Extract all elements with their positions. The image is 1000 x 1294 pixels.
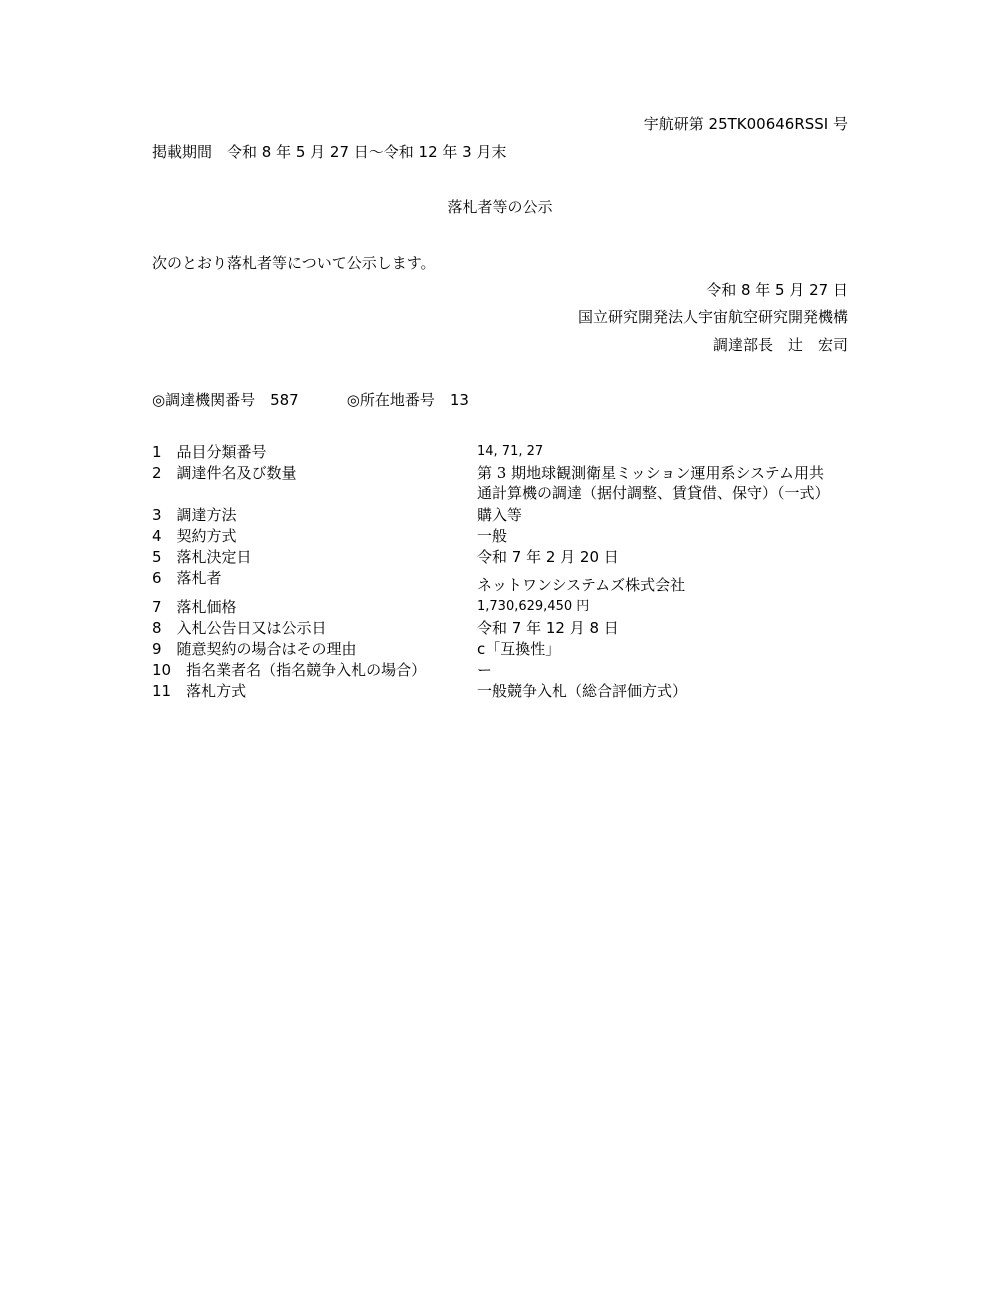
list-item <box>152 547 852 568</box>
item-value: 令和 7 年 12 月 8 日 <box>477 619 619 637</box>
item-value: 購入等 <box>477 506 523 524</box>
item-value: ネットワンシステムズ株式会社 <box>477 576 686 594</box>
item-value: ー <box>477 661 493 679</box>
document-number: 宇航研第 25TK00646RSSI 号 <box>643 115 848 133</box>
item-value: c「互換性」 <box>477 640 561 658</box>
page-title: 落札者等の公示 <box>447 198 553 216</box>
posting-period: 掲載期間 令和 8 年 5 月 27 日～令和 12 年 3 月末 <box>152 143 507 161</box>
item-label: 5 落札決定日 <box>152 548 252 566</box>
item-label: 11 落札方式 <box>152 682 247 700</box>
item-label: 9 随意契約の場合はその理由 <box>152 640 357 658</box>
list-item <box>152 660 852 681</box>
list-item <box>152 618 852 639</box>
item-value: 第 3 期地球観測衛星ミッション運用系システム用共 <box>477 464 824 482</box>
item-value: 14, 71, 27 <box>477 444 544 459</box>
codes-line <box>152 390 469 410</box>
item-label: 3 調達方法 <box>152 506 237 524</box>
agency-code: ◎調達機関番号 587 <box>152 391 299 409</box>
item-label: 1 品目分類番号 <box>152 443 267 461</box>
item-label: 7 落札価格 <box>152 598 237 616</box>
list-item <box>152 463 852 505</box>
item-label: 8 入札公告日又は公示日 <box>152 619 327 637</box>
location-code: ◎所在地番号 13 <box>346 391 469 409</box>
list-item <box>152 442 852 463</box>
list-item <box>152 681 852 702</box>
items-list <box>152 442 852 702</box>
item-value: 1,730,629,450 円 <box>477 599 590 614</box>
list-item <box>152 597 852 618</box>
intro-text: 次のとおり落札者等について公示します。 <box>152 254 436 272</box>
item-value: 令和 7 年 2 月 20 日 <box>477 548 619 566</box>
item-value: 一般競争入札（総合評価方式） <box>477 682 688 700</box>
list-item <box>152 526 852 547</box>
item-label: 10 指名業者名（指名競争入札の場合） <box>152 661 427 679</box>
list-item <box>152 505 852 526</box>
item-value-line2: 通計算機の調達（据付調整、賃貸借、保守）（一式） <box>477 484 830 502</box>
item-label: 4 契約方式 <box>152 527 237 545</box>
item-label: 2 調達件名及び数量 <box>152 464 297 482</box>
notice-date: 令和 8 年 5 月 27 日 <box>706 281 848 299</box>
list-item <box>152 639 852 660</box>
organization-name: 国立研究開発法人宇宙航空研究開発機構 <box>577 308 848 326</box>
list-item <box>152 568 852 597</box>
item-label: 6 落札者 <box>152 569 222 587</box>
official-name: 調達部長 辻 宏司 <box>712 336 848 354</box>
item-value: 一般 <box>477 527 508 545</box>
